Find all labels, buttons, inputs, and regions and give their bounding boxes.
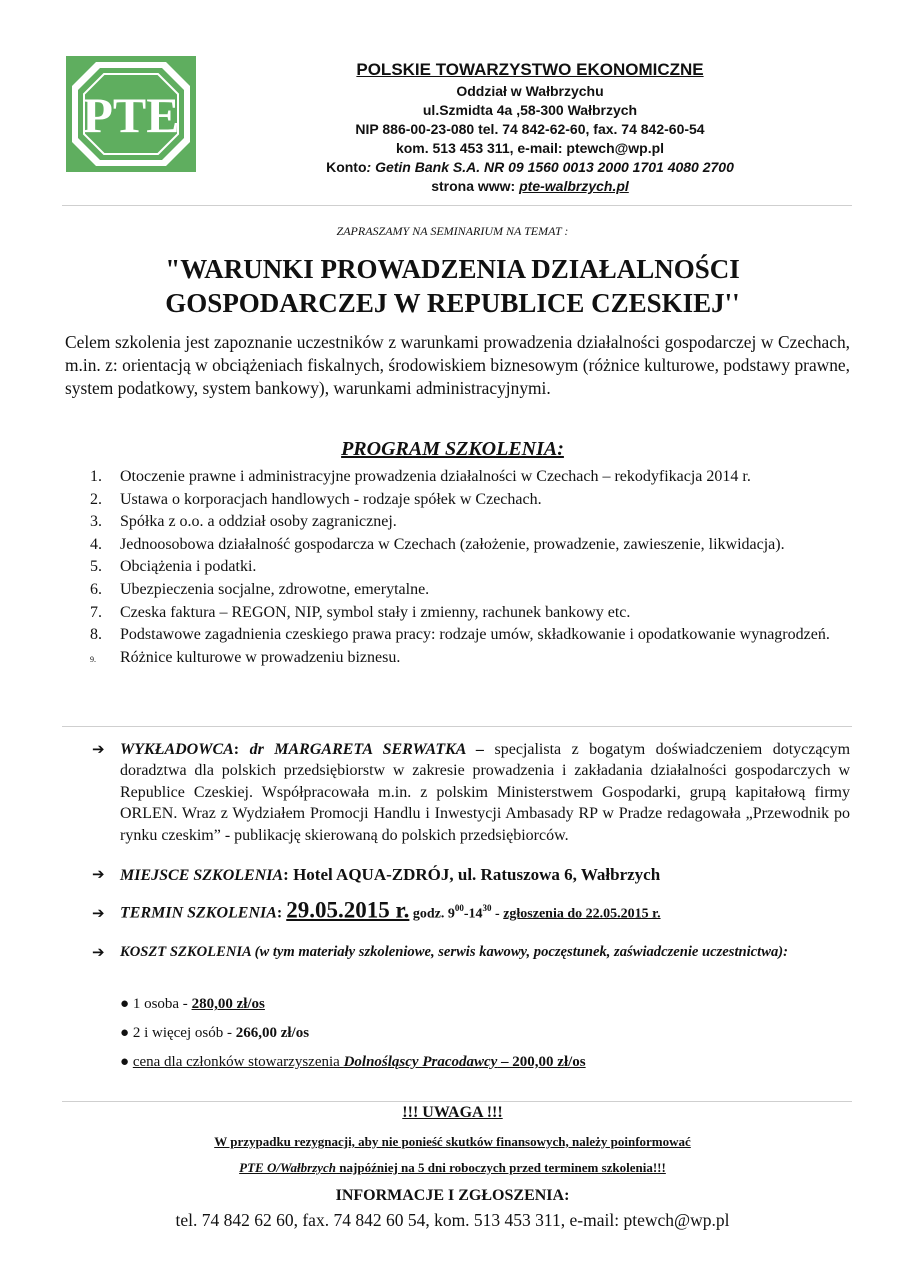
list-item: 9. Różnice kulturowe w prowadzeniu biznesu. — [90, 648, 401, 666]
term-date: 29.05.2015 r. — [286, 897, 410, 923]
seminar-intro: Celem szkolenia jest zapoznanie uczestników z warunkami prowadzenia działalności gospodarczej w Czechach, m.in. z: orientacją w obciążeniach fiskalnych, środowiskiem biznesowym (różnice kulturowe, podstawy prawne, system podatkowy, system bankowy), warunkami administracyjnymi. — [65, 332, 850, 398]
org-name: POLSKIE TOWARZYSTWO EKONOMICZNE — [356, 60, 704, 79]
org-bank-account: Konto: Getin Bank S.A. NR 09 1560 0013 2000 1701 4080 2700 — [326, 159, 734, 175]
website-link[interactable]: pte-walbrzych.pl — [519, 178, 629, 194]
place-label: MIEJSCE SZKOLENIA — [120, 867, 284, 884]
list-item: 6. Ubezpieczenia socjalne, zdrowotne, emerytalne. — [90, 580, 430, 598]
list-item: 8. Podstawowe zagadnienia czeskiego prawa pracy: rodzaje umów, składkowanie i opodatkowanie wynagrodzeń. — [90, 626, 830, 644]
program-heading: PROGRAM SZKOLENIA: — [341, 438, 564, 460]
divider — [62, 205, 852, 206]
seminar-title: "WARUNKI PROWADZENIA DZIAŁALNOŚCI GOSPODARCZEJ W REPUBLICE CZESKIEJ'' — [165, 254, 740, 318]
org-mobile-email: kom. 513 453 311, e-mail: ptewch@wp.pl — [395, 140, 665, 156]
cost-label: KOSZT SZKOLENIA (w tym materiały szkoleniowe, serwis kawowy, poczęstunek, zaświadczenie uczestnictwa): — [120, 944, 788, 960]
price-option-2: ● 2 i więcej osób - 266,00 zł/os — [120, 1025, 310, 1041]
divider — [62, 1101, 852, 1102]
org-branch: Oddział w Wałbrzychu — [456, 83, 604, 99]
arrow-icon: ➔ — [92, 865, 105, 883]
info-heading: INFORMACJE I ZGŁOSZENIA: — [335, 1187, 570, 1204]
lecturer-section: ➔ WYKŁADOWCA: dr MARGARETA SERWATKA – specjalista z bogatym doświadczeniem dotyczącym doradztwa dla polskich przedsiębiorstw w zakresie prowadzenia i zakładania działalności gospodarczych w Republice Czeskiej. Współpracowała m.in. z polskim Ministerstwem Gospodarki, grupą kapitałową firmy ORLEN. Wraz z Wydziałem Promocji Handlu i Inwestycji Ambasady RP w Pradze redagowała „Przewodnik po rynku czeskim” - publikację skierowaną do polskich przedsiębiorców. — [92, 740, 851, 844]
lecturer-label: WYKŁADOWCA — [120, 741, 234, 758]
list-item: 7. Czeska faktura – REGON, NIP, symbol stały i zmienny, rachunek bankowy etc. — [90, 603, 631, 621]
program-list — [84, 466, 844, 669]
contact-info: tel. 74 842 62 60, fax. 74 842 60 54, kom. 513 453 311, e-mail: ptewch@wp.pl — [175, 1210, 730, 1230]
notice-line-1: W przypadku rezygnacji, aby nie ponieść skutków finansowych, należy poinformować — [214, 1134, 691, 1149]
lecturer-bio: specjalista z bogatym doświadczeniem dotyczącym doradztwa dla polskich przedsiębiorstw w zakresie prowadzenia i zakładania działalności gospodarczych w Republice Czeskiej. Współpracowała m.in. z polskim Ministerstwem Gospodarki, grupą kapitałową firmy ORLEN. Wraz z Wydziałem Promocji Handlu i Inwestycji Ambasady RP w Pradze redagowała „Przewodnik po rynku czeskim” - publikację skierowaną do polskich przedsiębiorców. — [120, 741, 851, 844]
price-option-1: ● 1 osoba - 280,00 zł/os — [120, 996, 265, 1012]
list-item: 3. Spółka z o.o. a oddział osoby zagranicznej. — [90, 513, 397, 531]
bullet-icon: ● — [120, 1025, 130, 1041]
list-item: 2. Ustawa o korporacjach handlowych - rodzaje spółek w Czechach. — [90, 490, 542, 508]
notice-line-2: PTE O/Wałbrzych najpóźniej na 5 dni roboczych przed terminem szkolenia!!! — [239, 1160, 666, 1175]
bullet-icon: ● — [120, 1054, 130, 1070]
lecturer-name: dr MARGARETA SERWATKA – — [249, 741, 485, 758]
organization-header — [240, 58, 820, 196]
arrow-icon: ➔ — [92, 740, 105, 758]
pte-logo — [66, 56, 196, 172]
divider — [62, 726, 852, 727]
notice-heading: !!! UWAGA !!! — [402, 1104, 503, 1121]
term-section: ➔ TERMIN SZKOLENIA: 29.05.2015 r. godz. $9^{00}-14^{30}$ - zgłoszenia do 22.05.2015 r. — [92, 898, 850, 925]
arrow-icon: ➔ — [92, 943, 105, 961]
arrow-icon: ➔ — [92, 904, 105, 922]
org-nip-phone: NIP 886-00-23-080 tel. 74 842-62-60, fax. 74 842-60-54 — [355, 121, 705, 137]
list-item: 1. Otoczenie prawne i administracyjne prowadzenia działalności w Czechach – rekodyfikacja 2014 r. — [90, 468, 751, 485]
logo-text: PTE — [82, 87, 180, 143]
list-item: 5. Obciążenia i podatki. — [90, 558, 257, 576]
list-item: 4. Jednoosobowa działalność gospodarcza w Czechach (założenie, prowadzenie, zawieszenie, likwidacja). — [90, 535, 785, 553]
price-option-3: ● cena dla członków stowarzyszenia Dolnośląscy Pracodawcy – 200,00 zł/os — [120, 1054, 586, 1070]
org-website: strona www: pte-walbrzych.pl — [431, 178, 629, 194]
cost-section — [92, 937, 850, 967]
place-value: : Hotel AQUA-ZDRÓJ, ul. Ratuszowa 6, Wałbrzych — [283, 865, 661, 884]
org-address: ul.Szmidta 4a ,58-300 Wałbrzych — [422, 102, 638, 118]
registration-deadline: zgłoszenia do 22.05.2015 r. — [503, 906, 661, 922]
bullet-icon: ● — [120, 996, 130, 1012]
place-section — [92, 864, 850, 886]
term-label: TERMIN SZKOLENIA — [120, 904, 277, 922]
seminar-invite: ZAPRASZAMY NA SEMINARIUM NA TEMAT : — [336, 224, 569, 238]
